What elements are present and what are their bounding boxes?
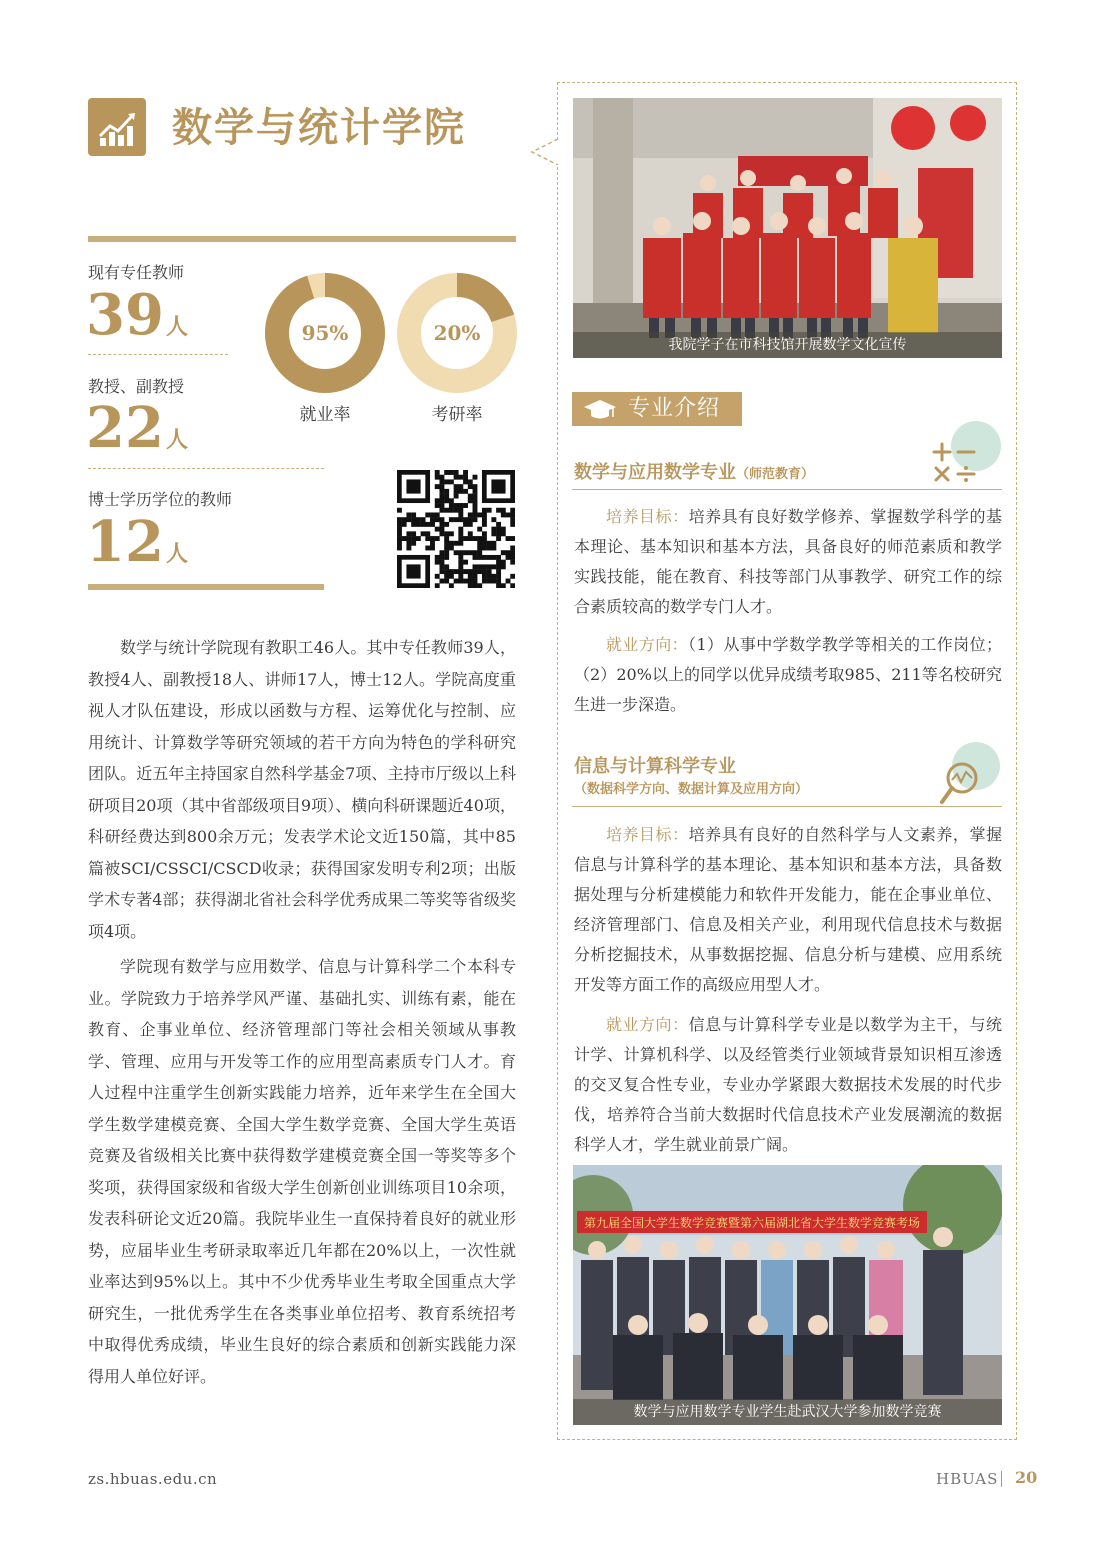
section-heading-text: 专业介绍 xyxy=(628,396,721,421)
donut-value-text: 20% xyxy=(433,321,481,345)
donut-value-text: 95% xyxy=(301,321,349,345)
postgraduate-rate-donut xyxy=(396,272,518,394)
competition-banner-text: 第九届全国大学生数学竞赛暨第六届湖北省大学生数学竞赛考场 xyxy=(583,1216,921,1230)
employment-rate-donut xyxy=(264,272,386,394)
stats-top-rule xyxy=(88,236,516,242)
stat-divider xyxy=(88,354,228,355)
major-title-math: 数学与应用数学专业（师范教育） xyxy=(574,462,815,483)
stat-label-professors: 教授、副教授 xyxy=(88,377,185,396)
stats-bottom-rule xyxy=(88,584,324,590)
major-divider xyxy=(572,806,1002,807)
intro-paragraph: 学院现有数学与应用数学、信息与计算科学二个本科专业。学院致力于培养学风严谨、基础扎实、训练有素，能在教育、企事业单位、经济管理部门等社会相关领域从事教学、管理、应用与开发等工作的应用型高素质专门人才。育人过程中注重学生创新实践能力培养，近年来学生在全国大学生数学建模竞赛、全国大学生数学竞赛、全国大学生英语竞赛及省级相关比赛中获得数学建模竞赛全国一等奖等多个奖项，获得国家级和省级大学生创新创业训练项目10余项，发表科研论文近20篇。我院毕业生一直保持着良好的就业形势，应届毕业生考研录取率近几年都在20%以上，一次性就业率达到95%以上。其中不少优秀毕业生考取全国重点大学研究生，一批优秀学生在各类事业单位招考、教育系统招考中取得优秀成绩，毕业生良好的综合素质和创新实践能力深得用人单位好评。 xyxy=(88,957,516,1386)
footer-website[interactable]: zs.hbuas.edu.cn xyxy=(88,1470,218,1488)
intro-paragraph: 数学与统计学院现有教职工46人。其中专任教师39人，教授4人、副教授18人、讲师17人，博士12人。学院高度重视人才队伍建设，形成以函数与方程、运筹优化与控制、应用统计、计算数学等研究领域的若干方向为特色的学科研究团队。近五年主持国家自然科学基金7项、主持市厅级以上科研项目20项（其中省部级项目9项）、横向科研课题近40项，科研经费达到800余万元；发表学术论文近150篇，其中85篇被SCI/CSSCI/CSCD收录；获得国家发明专利2项；出版学术专著4部；获得湖北省社会科学优秀成果二等奖等省级奖项4项。 xyxy=(88,638,516,941)
college-introduction xyxy=(88,632,516,1392)
page-title: 数学与统计学院 xyxy=(172,104,466,151)
graduation-cap-icon xyxy=(582,398,618,420)
stat-divider xyxy=(88,468,324,469)
bar-chart-icon xyxy=(88,98,146,156)
major-goal-info-computing: 培养目标：培养具有良好的自然科学与人文素养，掌握信息与计算科学的基本理论、基本知识和基本方法，具备数据处理与分析建模能力和软件开发能力，能在企事业单位、经济管理部门、信息及相关产业，利用现代信息技术与数据分析挖掘技术，从事数据挖掘、信息分析与建模、应用系统开发等方面工作的高级应用型人才。 xyxy=(574,825,1002,994)
stat-label-full-time-teachers: 现有专任教师 xyxy=(88,263,185,282)
section-heading-majors xyxy=(572,392,742,426)
stat-number-full-time-teachers: 39人 xyxy=(86,282,188,348)
footer-separator xyxy=(1001,1471,1002,1487)
photo-caption: 我院学子在市科技馆开展数学文化宣传 xyxy=(573,332,1002,358)
qr-code[interactable] xyxy=(397,470,515,588)
page-number: 20 xyxy=(1015,1468,1038,1487)
major-career-math: 就业方向：（1）从事中学数学教学等相关的工作岗位；（2）20%以上的同学以优异成绩考取985、211等名校研究生进一步深造。 xyxy=(574,635,1002,714)
stat-number-phd-teachers: 12人 xyxy=(86,509,188,575)
photo-illustration xyxy=(573,1165,1002,1425)
photo-illustration xyxy=(573,98,1002,358)
stat-label-phd-teachers: 博士学历学位的教师 xyxy=(88,490,233,509)
employment-rate-label: 就业率 xyxy=(299,405,351,425)
major-career-info-computing: 就业方向：信息与计算科学专业是以数学为主干，与统计学、计算机科学、以及经管类行业领域背景知识相互渗透的交叉复合性专业，专业办学紧跟大数据技术发展的时代步伐，培养符合当前大数据时代信息技术产业发展潮流的数据科学人才，学生就业前景广阔。 xyxy=(574,1015,1002,1154)
major-subtitle-info-computing: （数据科学方向、数据计算及应用方向） xyxy=(574,782,809,797)
footer-school-abbr: HBUAS xyxy=(936,1470,999,1488)
major-goal-math: 培养目标：培养具有良好数学修养、掌握数学科学的基本理论、基本知识和基本方法，具备良好的师范素质和教学实践技能，能在教育、科技等部门从事教学、研究工作的综合素质较高的数学专门人才。 xyxy=(574,507,1002,616)
stat-number-professors: 22人 xyxy=(86,395,188,461)
major-divider xyxy=(572,489,1002,490)
photo-math-competition xyxy=(573,1165,1002,1425)
photo-caption: 数学与应用数学专业学生赴武汉大学参加数学竞赛 xyxy=(573,1399,1002,1425)
math-operators-icon xyxy=(928,420,1002,486)
postgraduate-rate-label: 考研率 xyxy=(431,405,483,425)
magnifier-chart-icon xyxy=(938,740,1002,806)
photo-math-culture-promotion xyxy=(573,98,1002,358)
major-title-info-computing: 信息与计算科学专业 xyxy=(574,756,736,777)
panel-pointer xyxy=(530,139,560,165)
